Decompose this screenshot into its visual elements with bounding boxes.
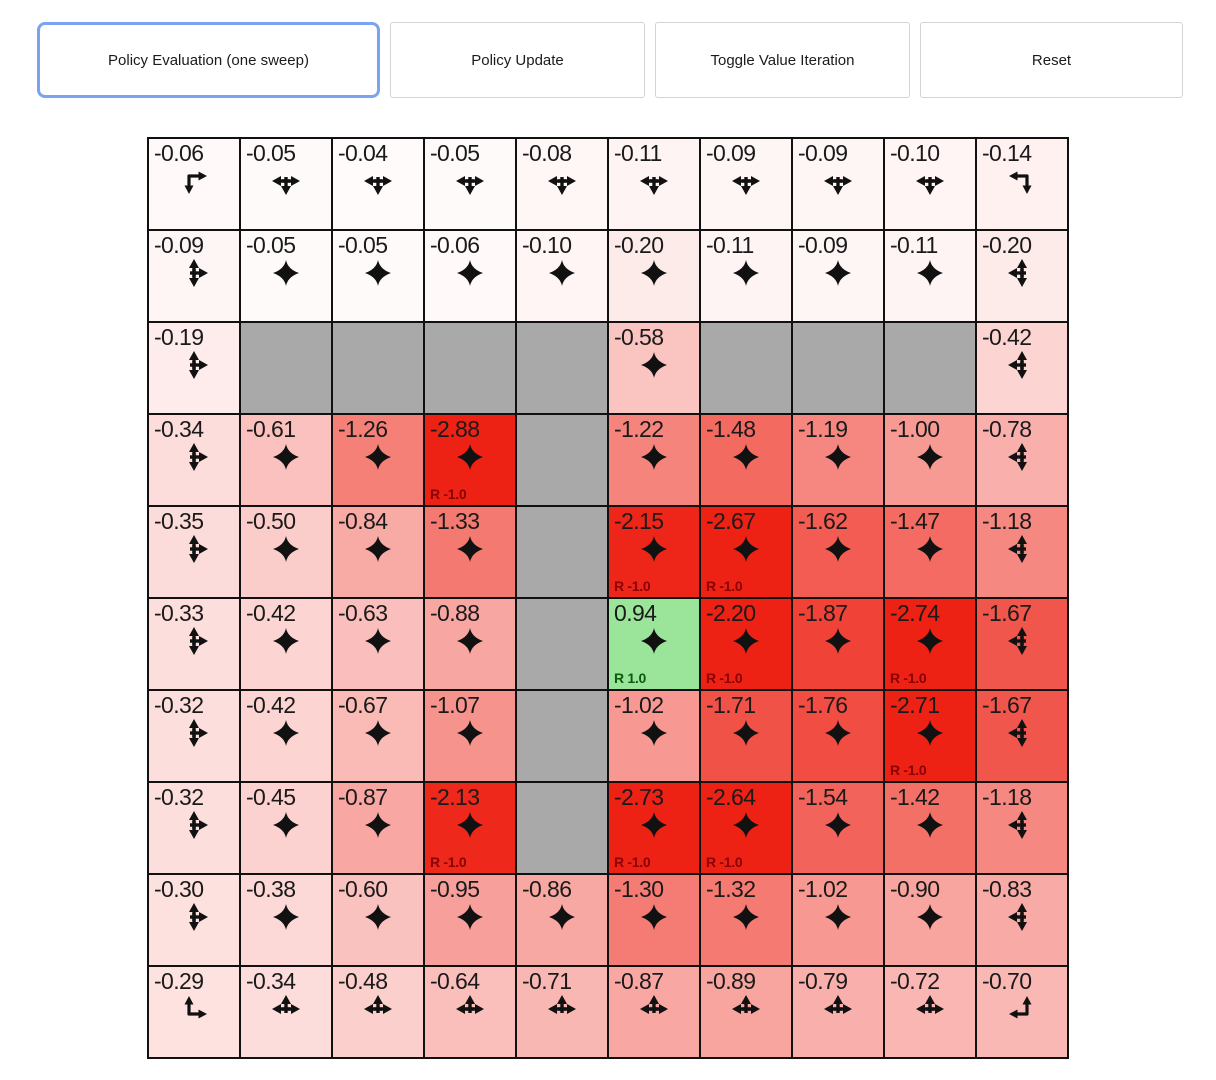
policy-arrows-icon <box>363 718 393 748</box>
policy-arrows-icon <box>363 258 393 288</box>
grid-cell[interactable] <box>977 599 1067 689</box>
cell-value: -1.07 <box>430 692 480 718</box>
cell-value: -1.19 <box>798 416 848 442</box>
policy-arrows-icon <box>455 718 485 748</box>
cell-value: -1.02 <box>614 692 664 718</box>
grid-cell[interactable] <box>241 967 331 1057</box>
reward-label: R -1.0 <box>706 670 743 686</box>
cell-value: -0.06 <box>430 232 480 258</box>
policy-arrows-icon <box>823 994 853 1024</box>
cell-value: -2.15 <box>614 508 664 534</box>
cell-value: -0.88 <box>430 600 480 626</box>
cell-value: -0.33 <box>154 600 204 626</box>
cell-value: -0.87 <box>614 968 664 994</box>
cell-value: -0.90 <box>890 876 940 902</box>
policy-arrows-icon <box>547 166 577 196</box>
grid-cell[interactable] <box>333 599 423 689</box>
grid-cell[interactable] <box>149 139 239 229</box>
policy-arrows-icon <box>731 258 761 288</box>
grid-cell[interactable] <box>885 875 975 965</box>
policy-arrows-icon <box>455 994 485 1024</box>
grid-cell[interactable] <box>517 231 607 321</box>
cell-value: -0.10 <box>890 140 940 166</box>
cell-value: -0.72 <box>890 968 940 994</box>
cell-value: -1.02 <box>798 876 848 902</box>
grid-cell[interactable] <box>149 967 239 1057</box>
cell-value: -0.64 <box>430 968 480 994</box>
cell-value: -0.83 <box>982 876 1032 902</box>
grid-cell[interactable] <box>333 139 423 229</box>
cell-value: -0.06 <box>154 140 204 166</box>
grid-cell[interactable] <box>885 415 975 505</box>
cell-value: -1.67 <box>982 692 1032 718</box>
grid-cell[interactable] <box>701 415 791 505</box>
policy-arrows-icon <box>271 442 301 472</box>
cell-value: -0.42 <box>246 600 296 626</box>
cell-value: -0.61 <box>246 416 296 442</box>
reward-label: R -1.0 <box>890 762 927 778</box>
grid-cell[interactable] <box>609 507 699 597</box>
wall-cell[interactable] <box>517 783 607 873</box>
cell-value: -0.70 <box>982 968 1032 994</box>
grid-cell[interactable] <box>333 691 423 781</box>
cell-value: -0.09 <box>154 232 204 258</box>
grid-cell[interactable] <box>793 967 883 1057</box>
grid-cell[interactable] <box>885 139 975 229</box>
policy-arrows-icon <box>179 902 209 932</box>
cell-value: -0.11 <box>706 232 754 258</box>
grid-cell[interactable] <box>149 507 239 597</box>
cell-value: -0.05 <box>246 232 296 258</box>
grid-cell[interactable] <box>609 599 699 689</box>
policy-arrows-icon <box>455 166 485 196</box>
cell-value: -0.05 <box>430 140 480 166</box>
policy-arrows-icon <box>179 718 209 748</box>
grid-cell[interactable] <box>241 507 331 597</box>
grid-cell[interactable] <box>425 783 515 873</box>
policy-arrows-icon <box>179 534 209 564</box>
cell-value: -0.10 <box>522 232 572 258</box>
grid-cell[interactable] <box>425 507 515 597</box>
policy-arrows-icon <box>1007 810 1037 840</box>
policy-arrows-icon <box>823 166 853 196</box>
policy-arrows-icon <box>1007 994 1037 1024</box>
cell-value: -0.58 <box>614 324 664 350</box>
policy-arrows-icon <box>639 350 669 380</box>
wall-cell[interactable] <box>885 323 975 413</box>
policy-arrows-icon <box>731 718 761 748</box>
cell-value: -0.32 <box>154 692 204 718</box>
policy-arrows-icon <box>639 810 669 840</box>
cell-value: -0.79 <box>798 968 848 994</box>
policy-arrows-icon <box>1007 626 1037 656</box>
cell-value: -2.67 <box>706 508 756 534</box>
grid-cell[interactable] <box>885 783 975 873</box>
policy-arrows-icon <box>639 442 669 472</box>
grid-cell[interactable] <box>701 599 791 689</box>
policy-arrows-icon <box>271 258 301 288</box>
cell-value: -2.71 <box>890 692 940 718</box>
cell-value: -0.48 <box>338 968 388 994</box>
grid-cell[interactable] <box>241 139 331 229</box>
reward-label: R -1.0 <box>430 854 467 870</box>
grid-cell[interactable] <box>333 415 423 505</box>
cell-value: -0.42 <box>246 692 296 718</box>
grid-cell[interactable] <box>425 967 515 1057</box>
cell-value: -1.18 <box>982 784 1032 810</box>
toggle-value-iteration-button[interactable]: Toggle Value Iteration <box>655 22 910 98</box>
cell-value: -1.00 <box>890 416 940 442</box>
reward-label: R -1.0 <box>706 854 743 870</box>
cell-value: -0.05 <box>338 232 388 258</box>
cell-value: -1.48 <box>706 416 756 442</box>
grid-cell[interactable] <box>149 783 239 873</box>
grid-cell[interactable] <box>793 875 883 965</box>
policy-arrows-icon <box>179 994 209 1024</box>
policy-arrows-icon <box>823 442 853 472</box>
cell-value: -2.73 <box>614 784 664 810</box>
policy-arrows-icon <box>731 626 761 656</box>
wall-cell[interactable] <box>517 415 607 505</box>
cell-value: -0.45 <box>246 784 296 810</box>
policy-arrows-icon <box>363 626 393 656</box>
grid-cell[interactable] <box>425 415 515 505</box>
wall-cell[interactable] <box>333 323 423 413</box>
grid-cell[interactable] <box>609 323 699 413</box>
cell-value: -2.74 <box>890 600 940 626</box>
wall-cell[interactable] <box>241 323 331 413</box>
cell-value: -0.34 <box>154 416 204 442</box>
policy-arrows-icon <box>823 534 853 564</box>
policy-arrows-icon <box>639 994 669 1024</box>
policy-arrows-icon <box>363 442 393 472</box>
policy-arrows-icon <box>455 902 485 932</box>
cell-value: -2.20 <box>706 600 756 626</box>
grid-cell[interactable] <box>885 691 975 781</box>
policy-arrows-icon <box>915 902 945 932</box>
cell-value: -1.67 <box>982 600 1032 626</box>
cell-value: -1.22 <box>614 416 664 442</box>
grid-cell[interactable] <box>793 599 883 689</box>
grid-cell[interactable] <box>977 783 1067 873</box>
grid-cell[interactable] <box>701 507 791 597</box>
policy-arrows-icon <box>271 718 301 748</box>
cell-value: -2.88 <box>430 416 480 442</box>
wall-cell[interactable] <box>701 323 791 413</box>
cell-value: -1.33 <box>430 508 480 534</box>
grid-cell[interactable] <box>333 783 423 873</box>
grid-cell[interactable] <box>885 231 975 321</box>
grid-cell[interactable] <box>333 875 423 965</box>
cell-value: -0.67 <box>338 692 388 718</box>
cell-value: -0.30 <box>154 876 204 902</box>
policy-arrows-icon <box>823 626 853 656</box>
grid-cell[interactable] <box>149 231 239 321</box>
grid-cell[interactable] <box>149 323 239 413</box>
grid-cell[interactable] <box>793 783 883 873</box>
cell-value: -1.47 <box>890 508 940 534</box>
policy-arrows-icon <box>639 258 669 288</box>
cell-value: -0.38 <box>246 876 296 902</box>
reward-label: R -1.0 <box>614 854 651 870</box>
grid-cell[interactable] <box>977 967 1067 1057</box>
grid-cell[interactable] <box>425 875 515 965</box>
policy-arrows-icon <box>915 534 945 564</box>
policy-arrows-icon <box>639 626 669 656</box>
policy-arrows-icon <box>915 810 945 840</box>
cell-value: -0.08 <box>522 140 572 166</box>
policy-arrows-icon <box>731 810 761 840</box>
policy-arrows-icon <box>1007 350 1037 380</box>
cell-value: -0.71 <box>522 968 572 994</box>
grid-cell[interactable] <box>425 691 515 781</box>
policy-arrows-icon <box>179 350 209 380</box>
grid-cell[interactable] <box>241 231 331 321</box>
grid-cell[interactable] <box>333 507 423 597</box>
policy-arrows-icon <box>455 626 485 656</box>
policy-arrows-icon <box>271 810 301 840</box>
cell-value: -1.26 <box>338 416 388 442</box>
wall-cell[interactable] <box>517 323 607 413</box>
cell-value: -0.29 <box>154 968 204 994</box>
grid-cell[interactable] <box>333 967 423 1057</box>
cell-value: -0.86 <box>522 876 572 902</box>
cell-value: -0.34 <box>246 968 296 994</box>
policy-arrows-icon <box>179 810 209 840</box>
cell-value: -2.64 <box>706 784 756 810</box>
reward-label: R 1.0 <box>614 670 646 686</box>
reward-label: R -1.0 <box>890 670 927 686</box>
cell-value: -0.63 <box>338 600 388 626</box>
cell-value: -0.42 <box>982 324 1032 350</box>
policy-arrows-icon <box>455 534 485 564</box>
policy-arrows-icon <box>179 442 209 472</box>
policy-arrows-icon <box>1007 442 1037 472</box>
policy-arrows-icon <box>639 534 669 564</box>
cell-value: -1.32 <box>706 876 756 902</box>
grid-cell[interactable] <box>609 231 699 321</box>
grid-cell[interactable] <box>241 691 331 781</box>
cell-value: -0.20 <box>982 232 1032 258</box>
reward-label: R -1.0 <box>430 486 467 502</box>
grid-cell[interactable] <box>701 231 791 321</box>
grid-cell[interactable] <box>425 231 515 321</box>
grid-cell[interactable] <box>609 691 699 781</box>
cell-value: -1.30 <box>614 876 664 902</box>
cell-value: -0.87 <box>338 784 388 810</box>
policy-arrows-icon <box>915 166 945 196</box>
grid-cell[interactable] <box>609 139 699 229</box>
policy-arrows-icon <box>639 902 669 932</box>
policy-arrows-icon <box>547 258 577 288</box>
wall-cell[interactable] <box>517 691 607 781</box>
policy-arrows-icon <box>639 718 669 748</box>
policy-arrows-icon <box>731 166 761 196</box>
cell-value: -1.76 <box>798 692 848 718</box>
grid-cell[interactable] <box>609 783 699 873</box>
cell-value: -1.71 <box>706 692 756 718</box>
grid-cell[interactable] <box>701 875 791 965</box>
grid-cell[interactable] <box>701 691 791 781</box>
cell-value: -0.04 <box>338 140 388 166</box>
policy-arrows-icon <box>363 994 393 1024</box>
toolbar <box>0 0 1216 98</box>
grid-cell[interactable] <box>977 231 1067 321</box>
cell-value: -1.54 <box>798 784 848 810</box>
grid-cell[interactable] <box>977 691 1067 781</box>
policy-arrows-icon <box>271 166 301 196</box>
policy-update-button[interactable]: Policy Update <box>390 22 645 98</box>
policy-arrows-icon <box>455 810 485 840</box>
wall-cell[interactable] <box>517 599 607 689</box>
cell-value: -0.35 <box>154 508 204 534</box>
cell-value: -0.11 <box>890 232 938 258</box>
policy-arrows-icon <box>915 718 945 748</box>
grid-cell[interactable] <box>241 415 331 505</box>
cell-value: -0.78 <box>982 416 1032 442</box>
policy-arrows-icon <box>179 626 209 656</box>
policy-arrows-icon <box>271 994 301 1024</box>
grid-cell[interactable] <box>149 599 239 689</box>
grid-cell[interactable] <box>517 875 607 965</box>
grid-cell[interactable] <box>701 139 791 229</box>
policy-arrows-icon <box>363 810 393 840</box>
cell-value: -0.11 <box>614 140 662 166</box>
cell-value: -0.89 <box>706 968 756 994</box>
cell-value: -0.19 <box>154 324 204 350</box>
policy-arrows-icon <box>731 994 761 1024</box>
grid-cell[interactable] <box>977 139 1067 229</box>
policy-arrows-icon <box>179 258 209 288</box>
grid-cell[interactable] <box>241 783 331 873</box>
grid-cell[interactable] <box>977 875 1067 965</box>
reward-label: R -1.0 <box>706 578 743 594</box>
cell-value: -0.50 <box>246 508 296 534</box>
policy-arrows-icon <box>823 258 853 288</box>
cell-value: -0.84 <box>338 508 388 534</box>
policy-arrows-icon <box>547 902 577 932</box>
policy-evaluation-button[interactable]: Policy Evaluation (one sweep) <box>37 22 380 98</box>
grid-cell[interactable] <box>885 967 975 1057</box>
policy-arrows-icon <box>455 258 485 288</box>
cell-value: -1.87 <box>798 600 848 626</box>
grid-cell[interactable] <box>701 783 791 873</box>
wall-cell[interactable] <box>793 323 883 413</box>
cell-value: -0.05 <box>246 140 296 166</box>
grid-cell[interactable] <box>425 599 515 689</box>
grid-cell[interactable] <box>793 415 883 505</box>
policy-arrows-icon <box>639 166 669 196</box>
reset-button[interactable]: Reset <box>920 22 1183 98</box>
policy-arrows-icon <box>363 534 393 564</box>
cell-value: -0.60 <box>338 876 388 902</box>
policy-arrows-icon <box>915 258 945 288</box>
policy-arrows-icon <box>915 994 945 1024</box>
policy-arrows-icon <box>823 902 853 932</box>
grid-cell[interactable] <box>609 415 699 505</box>
policy-arrows-icon <box>179 166 209 196</box>
grid-cell[interactable] <box>333 231 423 321</box>
policy-arrows-icon <box>1007 258 1037 288</box>
grid-cell[interactable] <box>793 691 883 781</box>
grid-cell[interactable] <box>885 599 975 689</box>
grid-cell[interactable] <box>977 415 1067 505</box>
policy-arrows-icon <box>455 442 485 472</box>
gridworld <box>147 137 1069 1059</box>
policy-arrows-icon <box>547 994 577 1024</box>
grid-cell[interactable] <box>793 507 883 597</box>
grid-cell[interactable] <box>977 507 1067 597</box>
policy-arrows-icon <box>1007 534 1037 564</box>
grid-cell[interactable] <box>885 507 975 597</box>
policy-arrows-icon <box>363 166 393 196</box>
cell-value: -2.13 <box>430 784 480 810</box>
cell-value: -0.95 <box>430 876 480 902</box>
grid-cell[interactable] <box>517 139 607 229</box>
cell-value: -1.18 <box>982 508 1032 534</box>
wall-cell[interactable] <box>517 507 607 597</box>
grid-cell[interactable] <box>241 875 331 965</box>
grid-cell[interactable] <box>977 323 1067 413</box>
policy-arrows-icon <box>823 810 853 840</box>
grid-cell[interactable] <box>149 691 239 781</box>
cell-value: -0.09 <box>798 232 848 258</box>
policy-arrows-icon <box>915 626 945 656</box>
grid-cell[interactable] <box>793 231 883 321</box>
cell-value: 0.94 <box>614 600 657 626</box>
grid-cell[interactable] <box>517 967 607 1057</box>
policy-arrows-icon <box>915 442 945 472</box>
wall-cell[interactable] <box>425 323 515 413</box>
policy-arrows-icon <box>1007 166 1037 196</box>
cell-value: -0.09 <box>798 140 848 166</box>
grid-cell[interactable] <box>609 875 699 965</box>
policy-arrows-icon <box>1007 718 1037 748</box>
cell-value: -0.09 <box>706 140 756 166</box>
policy-arrows-icon <box>731 534 761 564</box>
policy-arrows-icon <box>271 534 301 564</box>
cell-value: -0.32 <box>154 784 204 810</box>
policy-arrows-icon <box>823 718 853 748</box>
cell-value: -1.62 <box>798 508 848 534</box>
cell-value: -1.42 <box>890 784 940 810</box>
policy-arrows-icon <box>271 902 301 932</box>
grid-cell[interactable] <box>149 415 239 505</box>
grid-cell[interactable] <box>609 967 699 1057</box>
policy-arrows-icon <box>731 442 761 472</box>
grid-cell[interactable] <box>241 599 331 689</box>
policy-arrows-icon <box>271 626 301 656</box>
grid-cell[interactable] <box>425 139 515 229</box>
grid-cell[interactable] <box>701 967 791 1057</box>
reward-label: R -1.0 <box>614 578 651 594</box>
grid-cell[interactable] <box>793 139 883 229</box>
grid-cell[interactable] <box>149 875 239 965</box>
policy-arrows-icon <box>363 902 393 932</box>
cell-value: -0.14 <box>982 140 1032 166</box>
policy-arrows-icon <box>731 902 761 932</box>
policy-arrows-icon <box>1007 902 1037 932</box>
cell-value: -0.20 <box>614 232 664 258</box>
